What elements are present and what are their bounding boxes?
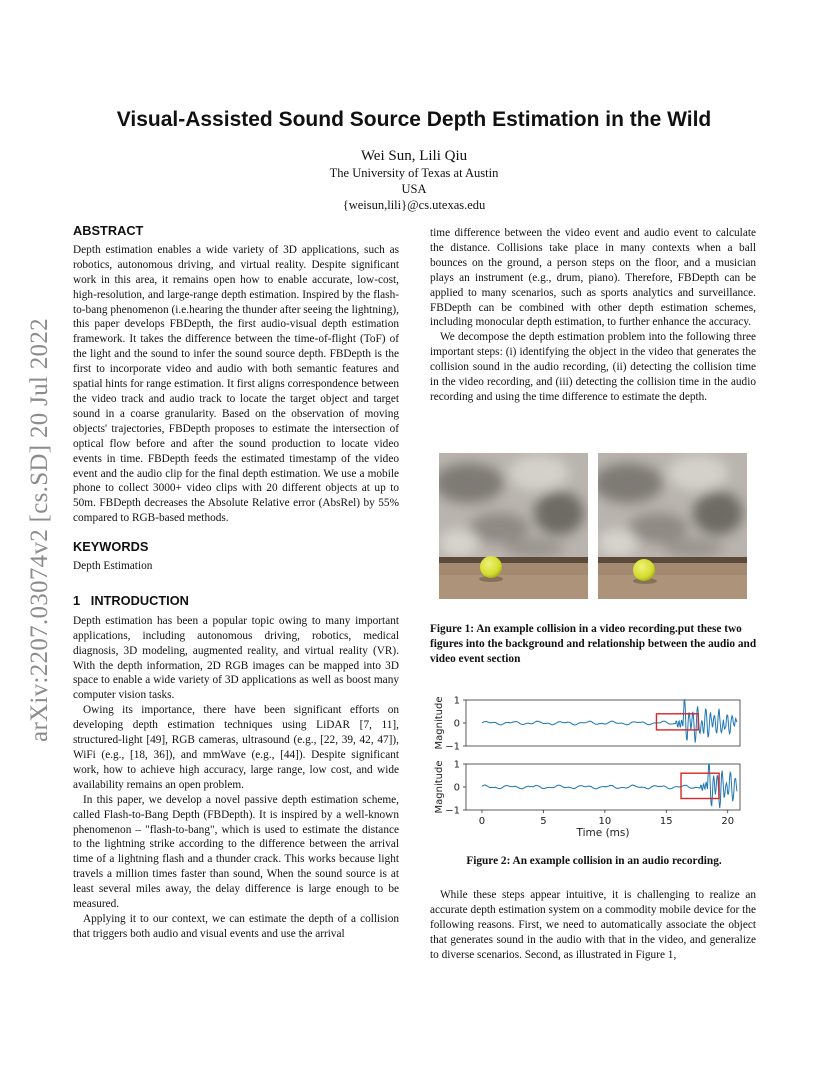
arxiv-stamp: [20, 280, 60, 780]
subplot-1-ylabel: Magnitude: [434, 696, 445, 750]
subplot-2-ytick-label-1: 1: [453, 759, 460, 771]
xtick-label-1: 0: [478, 816, 486, 827]
intro-heading: 1 INTRODUCTION: [73, 592, 189, 608]
figure1-image-after: [598, 453, 747, 599]
abstract-text: Depth estimation enables a wide variety of 3D applications, such as robotics, autonomous driving, and virtual reality. Despite significant work in this area, it remains open how to enable accurate, low-cost, high-resolution, and large-range depth estimation. Inspired by the flash-to-bang phenomenon (i.e.hearing the thunder after seeing the lightning), this paper develops FBDepth, the first audio-visual depth estimation framework. It takes the difference between the time-of-flight (ToF) of the light and the sound to infer the sound source depth. FBDepth is the first to incorporate video and audio with both semantic features and spatial hints for range estimation. It first aligns correspondence between the video track and audio track to locate the target object and target sound in a coarse granularity. Based on the observation of moving objects' trajectories, FBDepth proposes to estimate the intersection of optical flow before and after the sound production to locate video events in time. FBDepth feeds the estimated timestamp of the video event and the audio clip for the final depth estimation. We use a mobile phone to collect 3000+ video clips with 20 different objects at up to 50m. FBDepth decreases the Absolute Relative error (AbsRel) by 55% compared to RGB-based methods.: [73, 243, 399, 525]
subplot-1-ytick-label-3: −1: [445, 741, 460, 753]
right-paragraph-2: We decompose the depth estimation problem into the following three important steps: (i) identifying the object in the video that generates the collision sound in the audio recording, (ii) detecting the collision time in the video recording, and (iii) detecting the collision time in the audio recording and using the time difference to estimate the depth.: [430, 331, 756, 403]
affiliation-email: {weisun,lili}@cs.utexas.edu: [342, 198, 486, 212]
figure1-image-before: [439, 453, 588, 599]
intro-paragraph-2: Owing its importance, there have been significant efforts on developing depth estimation techniques using LiDAR [7, 11], structured-light [49], RGB cameras, ultrasound (e.g., [22, 39, 42, 47]), WiFi (e.g., [18, 36]), and mmWave (e.g., [44]). Despite significant work, how to achieve high accuracy, large range, low cost, and wide availability remains an open problem.: [73, 704, 399, 791]
figure1-caption: Figure 1: An example collision in a video recording.put these two figures into the background and relationship between the audio and video event section: [430, 623, 757, 665]
authors: Wei Sun, Lili Qiu: [360, 148, 468, 164]
keywords-text: Depth Estimation: [73, 560, 153, 573]
left-column: [73, 224, 399, 942]
affiliation-university: The University of Texas at Austin: [329, 166, 499, 180]
right-column-top: [430, 226, 756, 405]
figure2-audio-chart: [430, 690, 760, 840]
right-column-bottom: [430, 888, 756, 963]
subplot-1-ytick-label-1: 1: [453, 695, 460, 707]
xtick-label-3: 10: [598, 816, 612, 827]
arxiv-id: arXiv:2207.03074v2 [cs.SD] 20 Jul 2022: [26, 318, 53, 742]
xtick-label-2: 5: [540, 816, 547, 827]
intro-paragraph-3: In this paper, we develop a novel passive depth estimation scheme, called Flash-to-Bang Depth (FBDepth). It is inspired by a well-known phenomenon – "flash-to-bang", which is used to estimate the distance to the lightning strike according to the difference between the arrival time of a lightning flash and a thunder crack. This works because light travels a million times faster than sound, When the sound source is at least several miles away, the delay difference is large enough to be measured.: [73, 793, 399, 911]
abstract-heading: ABSTRACT: [73, 223, 144, 238]
right-paragraph-1: time difference between the video event and audio event to calculate the distance. Collisions take place in many contexts when a ball bounces on the ground, a person steps on the floor, and a musician plays an instrument (e.g., drum, piano). Therefore, FBDepth can be applied to many scenarios, such as sports analytics and surveillance. FBDepth can be combined with other depth estimation schemes, including monocular depth estimation, to further enhance the accuracy.: [430, 227, 756, 329]
subplot-2-ytick-label-3: −1: [445, 805, 460, 817]
affiliation-country: USA: [401, 182, 427, 196]
paper-title: Visual-Assisted Sound Source Depth Estimation in the Wild: [116, 108, 712, 131]
subplot-1-ytick-label-2: 0: [453, 718, 460, 730]
keywords-heading: KEYWORDS: [73, 539, 149, 555]
subplot-2-waveform: [482, 764, 737, 808]
subplot-2-ytick-label-2: 0: [453, 782, 460, 794]
intro-paragraph-4: Applying it to our context, we can estimate the depth of a collision that triggers both audio and visual events and use the arrival: [73, 912, 399, 940]
right-paragraph-3: While these steps appear intuitive, it is challenging to realize an accurate depth estimation system on a commodity mobile device for the following reasons. First, we need to automatically associate the object that generates sound in the audio with that in the video, and generalize to diverse scenarios. Second, as illustrated in Figure 1,: [430, 889, 756, 961]
figure2-caption: Figure 2: An example collision in an audio recording.: [466, 855, 722, 867]
subplot-2-ylabel: Magnitude: [434, 760, 445, 814]
intro-paragraph-1: Depth estimation has been a popular topic owing to many important applications, including autonomous driving, robotics, medical diagnosis, 3D modeling, augmented reality, and virtual reality (VR). With the depth information, 2D RGB images can be mapped into 3D space to enable a wide variety of 3D applications as well as boost many computer vision tasks.: [73, 614, 399, 702]
x-axis-label: Time (ms): [576, 827, 630, 839]
xtick-label-5: 20: [721, 816, 735, 827]
xtick-label-4: 15: [659, 816, 673, 827]
